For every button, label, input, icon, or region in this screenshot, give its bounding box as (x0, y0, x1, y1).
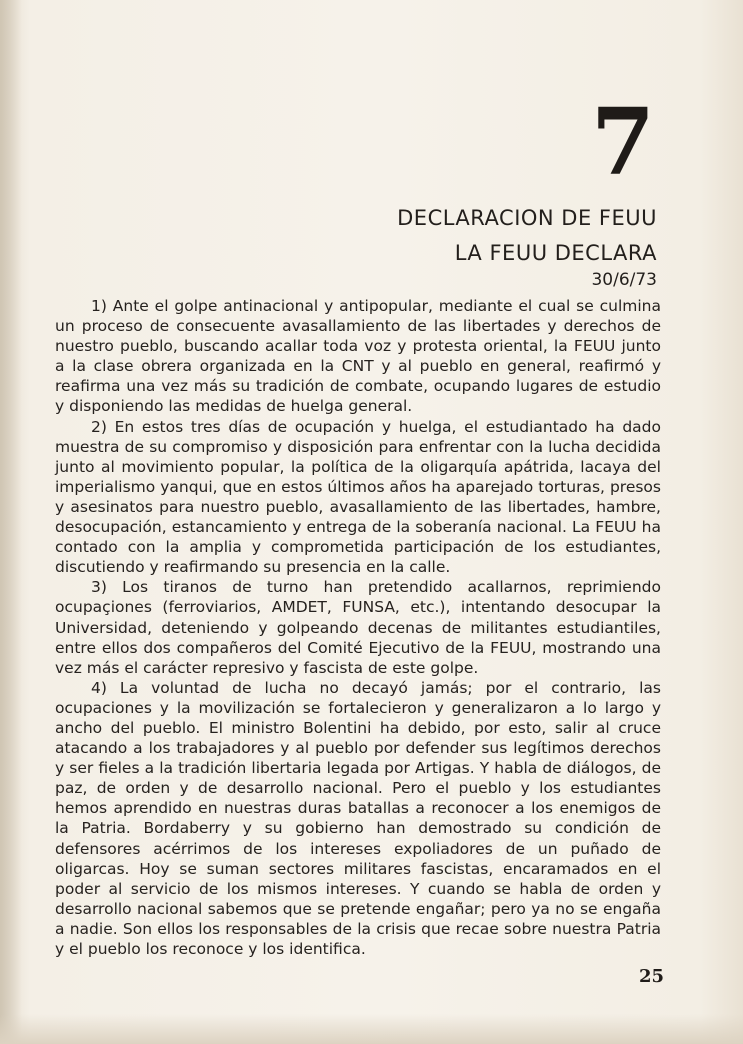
paragraph-3: 3) Los tiranos de turno han pretendido acallarnos, reprimiendo ocupaçiones (ferroviarios, AMDET, FUNSA, etc.), intentando desocupar la Universidad, deteniendo y golpeando decenas de militantes estudiantiles, entre ellos dos compañeros del Comité Ejecutivo de la FEUU, mostrando una vez más el carácter represivo y fascista de este golpe. (55, 578, 661, 677)
paragraph-4: 4) La voluntad de lucha no decayó jamás; por el contrario, las ocupaciones y la movilización se fortalecieron y generalizaron a lo largo y ancho del pueblo. El ministro Bolentini ha debido, por esto, salir al cruce atacando a los trabajadores y al pueblo por defender sus legítimos derechos y ser fieles a la tradición libertaria legada por Artigas. Y habla de diálogos, de paz, de orden y de desarrollo nacional. Pero el pueblo y los estudiantes hemos aprendido en nuestras duras batallas a reconocer a los enemigos de la Patria. Bordaberry y su gobierno han demostrado su condición de defensores acérrimos de los intereses expoliadores de un puñado de oligarcas. Hoy se suman sectores militares fascistas, encaramados en el poder al servicio de los mismos intereses. Y cuando se habla de orden y desarrollo nacional sabemos que se pretende engañar; pero ya no se engaña a nadie. Son ellos los responsables de la crisis que recae sobre nuestra Patria y el pueblo los reconoce y los identifica. (55, 678, 661, 958)
binding-shadow (0, 0, 22, 1044)
body-text (55, 296, 661, 959)
chapter-subtitle: LA FEUU DECLARA (454, 241, 657, 265)
page-bottom-edge (0, 1014, 743, 1044)
chapter-number: 7 (590, 88, 655, 196)
chapter-date: 30/6/73 (591, 270, 657, 290)
paragraph-2: 2) En estos tres días de ocupación y huelga, el estudiantado ha dado muestra de su compromiso y disposición para enfrentar con la lucha decidida junto al movimiento popular, la política de la oligarquía apátrida, lacaya del imperialismo yanqui, que en estos últimos años ha aparejado torturas, presos y asesinatos para nuestro pueblo, avasallamiento de las libertades, hambre, desocupación, estancamiento y entrega de la soberanía nacional. La FEUU ha contado con la amplia y comprometida participación de los estudiantes, discutiendo y reafirmando su presencia en la calle. (55, 417, 661, 577)
page-number: 25 (638, 966, 664, 987)
paragraph-1: 1) Ante el golpe antinacional y antipopular, mediante el cual se culmina un proceso de consecuente avasallamiento de las libertades y derechos de nuestro pueblo, buscando acallar toda voz y protesta oriental, la FEUU junto a la clase obrera organizada en la CNT y al pueblo en general, reafirmó y reafirma una vez más su tradición de combate, ocupando lugares de estudio y disponiendo las medidas de huelga general. (55, 297, 661, 416)
chapter-title: DECLARACION DE FEUU (397, 206, 657, 230)
